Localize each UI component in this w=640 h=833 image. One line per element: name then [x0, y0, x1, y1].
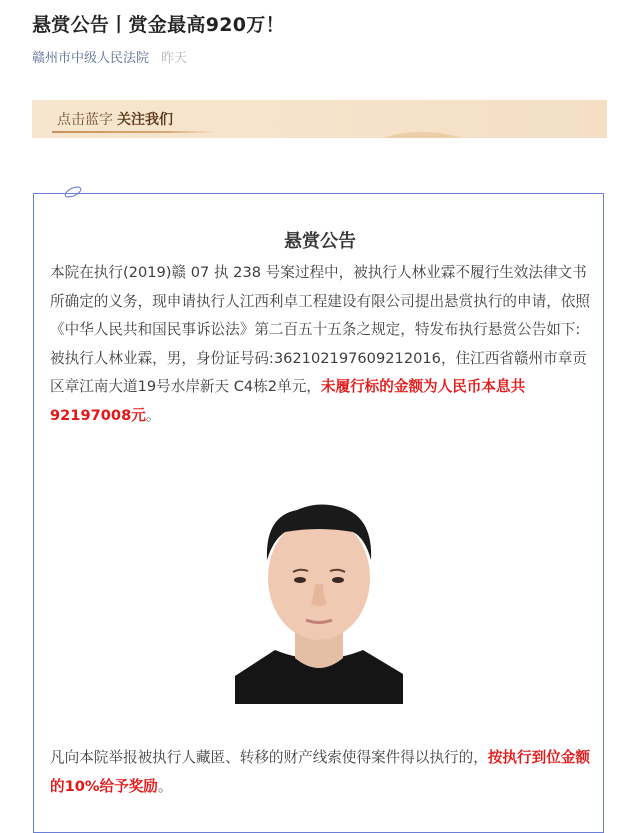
follow-us-banner[interactable] — [32, 100, 607, 138]
portrait-image — [235, 498, 403, 704]
reward-percentage: 按执行到位金额的10%给予奖励 — [50, 749, 590, 795]
notice-body — [50, 259, 595, 430]
follow-prefix: 点击蓝字 — [57, 112, 113, 128]
publish-time: 昨天 — [161, 51, 188, 66]
notice-paragraph-debtor — [50, 345, 595, 431]
sentence-end: 。 — [157, 777, 173, 795]
debtor-photo — [235, 498, 403, 704]
notice-paragraph-intro: 本院在执行(2019)赣 07 执 238 号案过程中，被执行人林业霖不履行生效法律文书所确定的义务，现申请执行人江西利卓工程建设有限公司提出悬赏执行的申请，依照《中华人民共和国民事诉讼法》第二百五十五条之规定，特发布执行悬赏公告如下: — [50, 264, 590, 338]
reward-text: 凡向本院举报被执行人藏匿、转移的财产线索使得案件得以执行的， — [50, 749, 488, 766]
follow-label — [57, 109, 173, 129]
account-name-link[interactable]: 赣州市中级人民法院 — [32, 51, 150, 66]
unpaid-amount: 未履行标的金额为人民币本息共92197008元 — [50, 378, 526, 424]
banner-decoration — [367, 132, 477, 138]
reward-paragraph — [50, 744, 595, 801]
sentence-end: 。 — [145, 406, 161, 424]
follow-action: 关注我们 — [117, 112, 173, 128]
banner-underline — [52, 131, 217, 133]
ring-decoration-icon — [63, 186, 83, 198]
debtor-details: 被执行人林业霖，男，身份证号码:362102197609212016，住江西省赣州市章贡区章江南大道19号水岸新天 C4栋2单元， — [50, 349, 587, 395]
notice-heading: 悬赏公告 — [284, 231, 356, 252]
article-title: 悬赏公告丨赏金最高920万！ — [32, 14, 285, 36]
article-meta — [32, 47, 187, 66]
